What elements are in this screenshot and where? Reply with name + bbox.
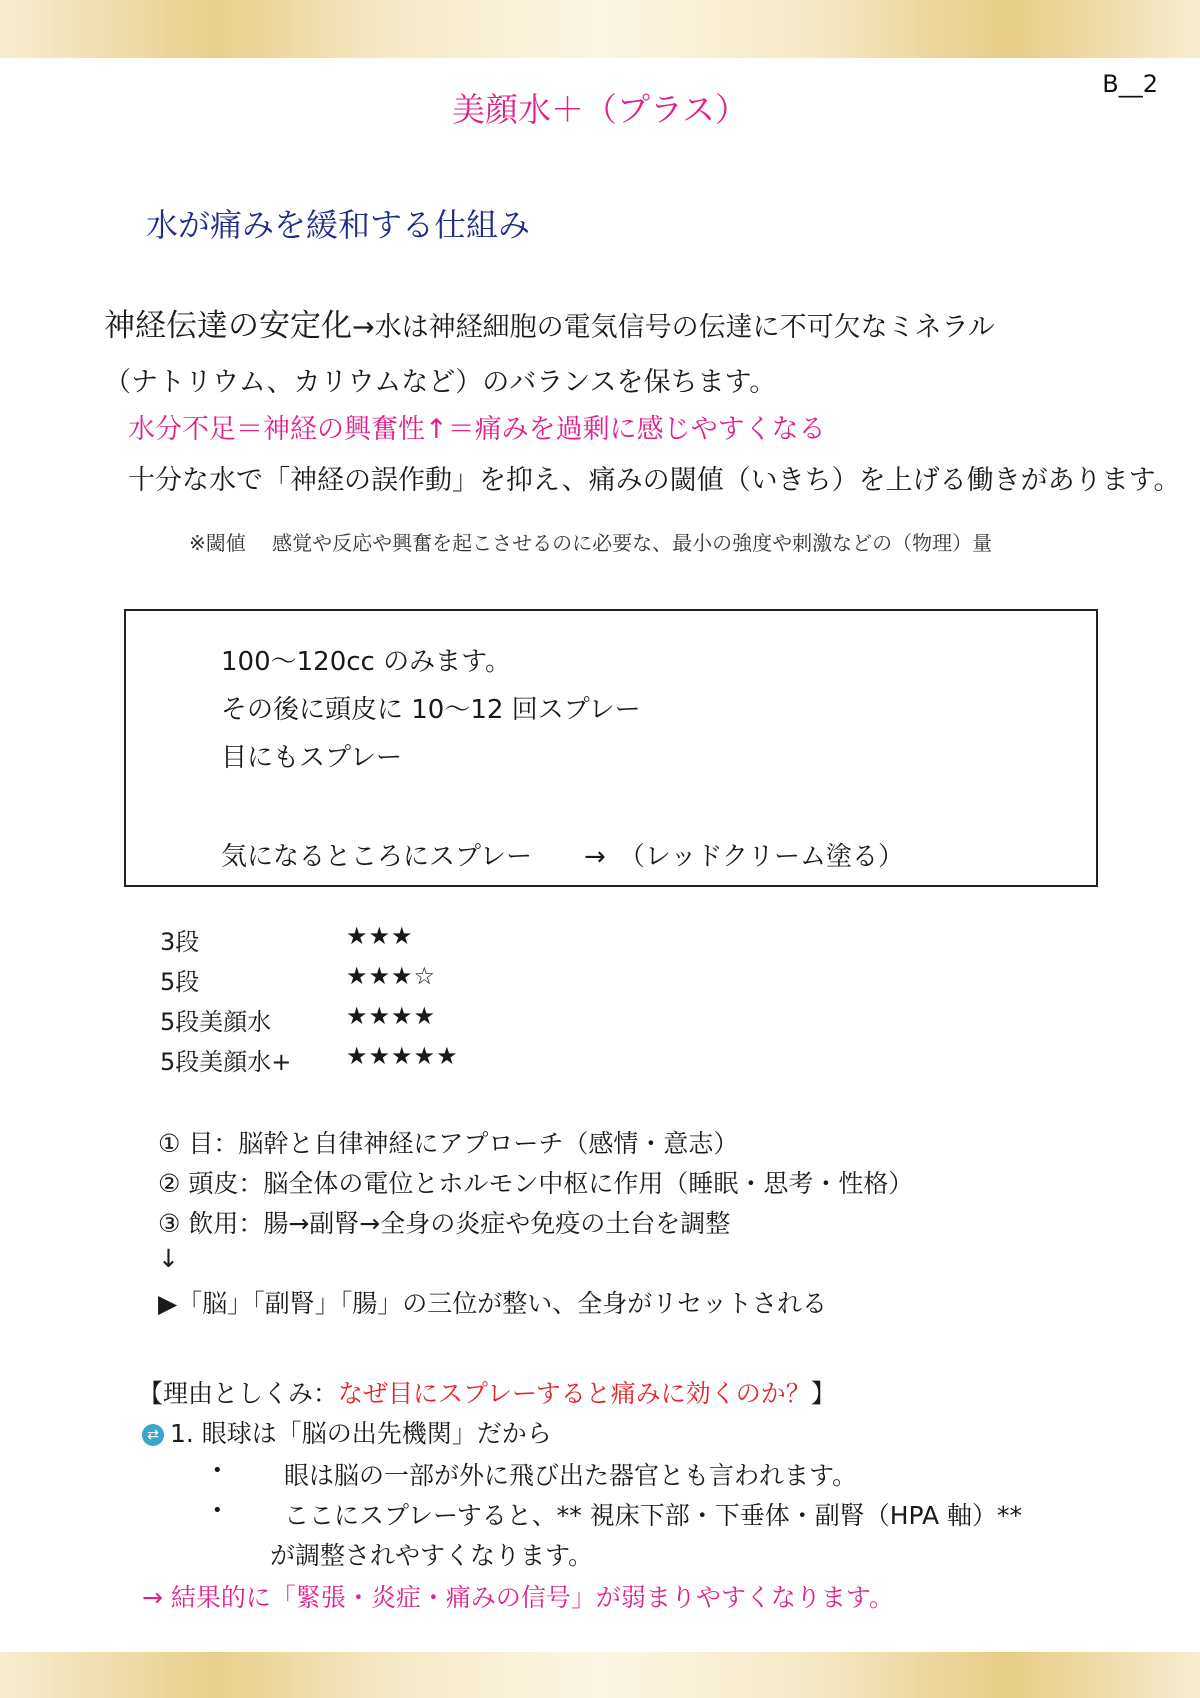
reason-heading — [138, 1374, 836, 1410]
reason-question: なぜ目にスプレーすると痛みに効くのか？ — [338, 1379, 811, 1408]
point-item-eye: ① 目：脳幹と自律神経にアプローチ（感情・意志） — [158, 1129, 739, 1158]
top-gold-band — [0, 0, 1200, 58]
instruction-line-3: 目にもスプレー — [221, 743, 402, 773]
reason-open: 【理由としくみ： — [138, 1379, 339, 1408]
rating-label: 5段美顔水 — [160, 1008, 272, 1036]
intro-line-2: （ナトリウム、カリウムなど）のバランスを保ちます。 — [104, 367, 777, 398]
intro-line-1 — [104, 300, 995, 345]
intro-heading: 神経伝達の安定化 — [104, 308, 352, 344]
rating-stars: ★★★ — [346, 922, 414, 950]
rating-stars: ★★★★ — [346, 1002, 437, 1030]
point-item-scalp: ② 頭皮：脳全体の電位とホルモン中枢に作用（睡眠・思考・性格） — [158, 1169, 914, 1198]
intro-line-4: 十分な水で「神経の誤作動」を抑え、痛みの閾値（いきち）を上げる働きがあります。 — [128, 465, 1181, 496]
rating-label: 3段 — [160, 928, 200, 956]
instruction-line-2: その後に頭皮に 10〜12 回スプレー — [221, 695, 641, 725]
instruction-line-1: 100〜120cc のみます。 — [221, 647, 512, 677]
threshold-note: ※閾値 感覚や反応や興奮を起こさせるのに必要な、最小の強度や刺激などの（物理）量 — [189, 531, 993, 555]
intro-pink-line: 水分不足＝神経の興奮性↑＝痛みを過剰に感じやすくなる — [128, 414, 826, 445]
reason-bullet-1: 眼は脳の一部が外に飛び出た器官とも言われます。 — [284, 1461, 858, 1490]
reason-point-1 — [142, 1414, 552, 1450]
reason-conclusion: → 結果的に「緊張・炎症・痛みの信号」が弱まりやすくなります。 — [142, 1583, 894, 1612]
point-result: ▶「脳」「副腎」「腸」の三位が整い、全身がリセットされる — [158, 1289, 827, 1318]
reason-point-1-text: 1. 眼球は「脳の出先機関」だから — [170, 1419, 552, 1448]
rating-label: 5段美顔水+ — [160, 1048, 292, 1076]
rating-label: 5段 — [160, 968, 200, 996]
page-title: 美顔水＋（プラス） — [451, 90, 748, 129]
instruction-line-4: 気になるところにスプレー → （レッドクリーム塗る） — [221, 842, 904, 872]
rating-stars: ★★★☆ — [346, 962, 437, 990]
reason-close: 】 — [810, 1379, 836, 1408]
point-item-drink: ③ 飲用：腸→副腎→全身の炎症や免疫の土台を調整 — [158, 1209, 731, 1238]
instruction-box — [124, 609, 1098, 887]
reason-bullet-2: ここにスプレーすると、** 視床下部・下垂体・副腎（HPA 軸）** — [284, 1501, 1023, 1530]
cycle-icon: ⇄ — [142, 1424, 164, 1446]
intro-line-1-text: →水は神経細胞の電気信号の伝達に不可欠なミネラル — [352, 312, 995, 343]
page-number: B__2 — [1102, 70, 1158, 98]
reason-bullet-2-cont: が調整されやすくなります。 — [270, 1541, 594, 1570]
section-title: 水が痛みを緩和する仕組み — [146, 206, 531, 244]
bullet-dot: • — [212, 1460, 223, 1481]
bullet-dot: • — [212, 1500, 223, 1521]
bottom-gold-band — [0, 1652, 1200, 1698]
down-arrow: ↓ — [158, 1244, 179, 1273]
rating-stars: ★★★★★ — [346, 1042, 459, 1070]
